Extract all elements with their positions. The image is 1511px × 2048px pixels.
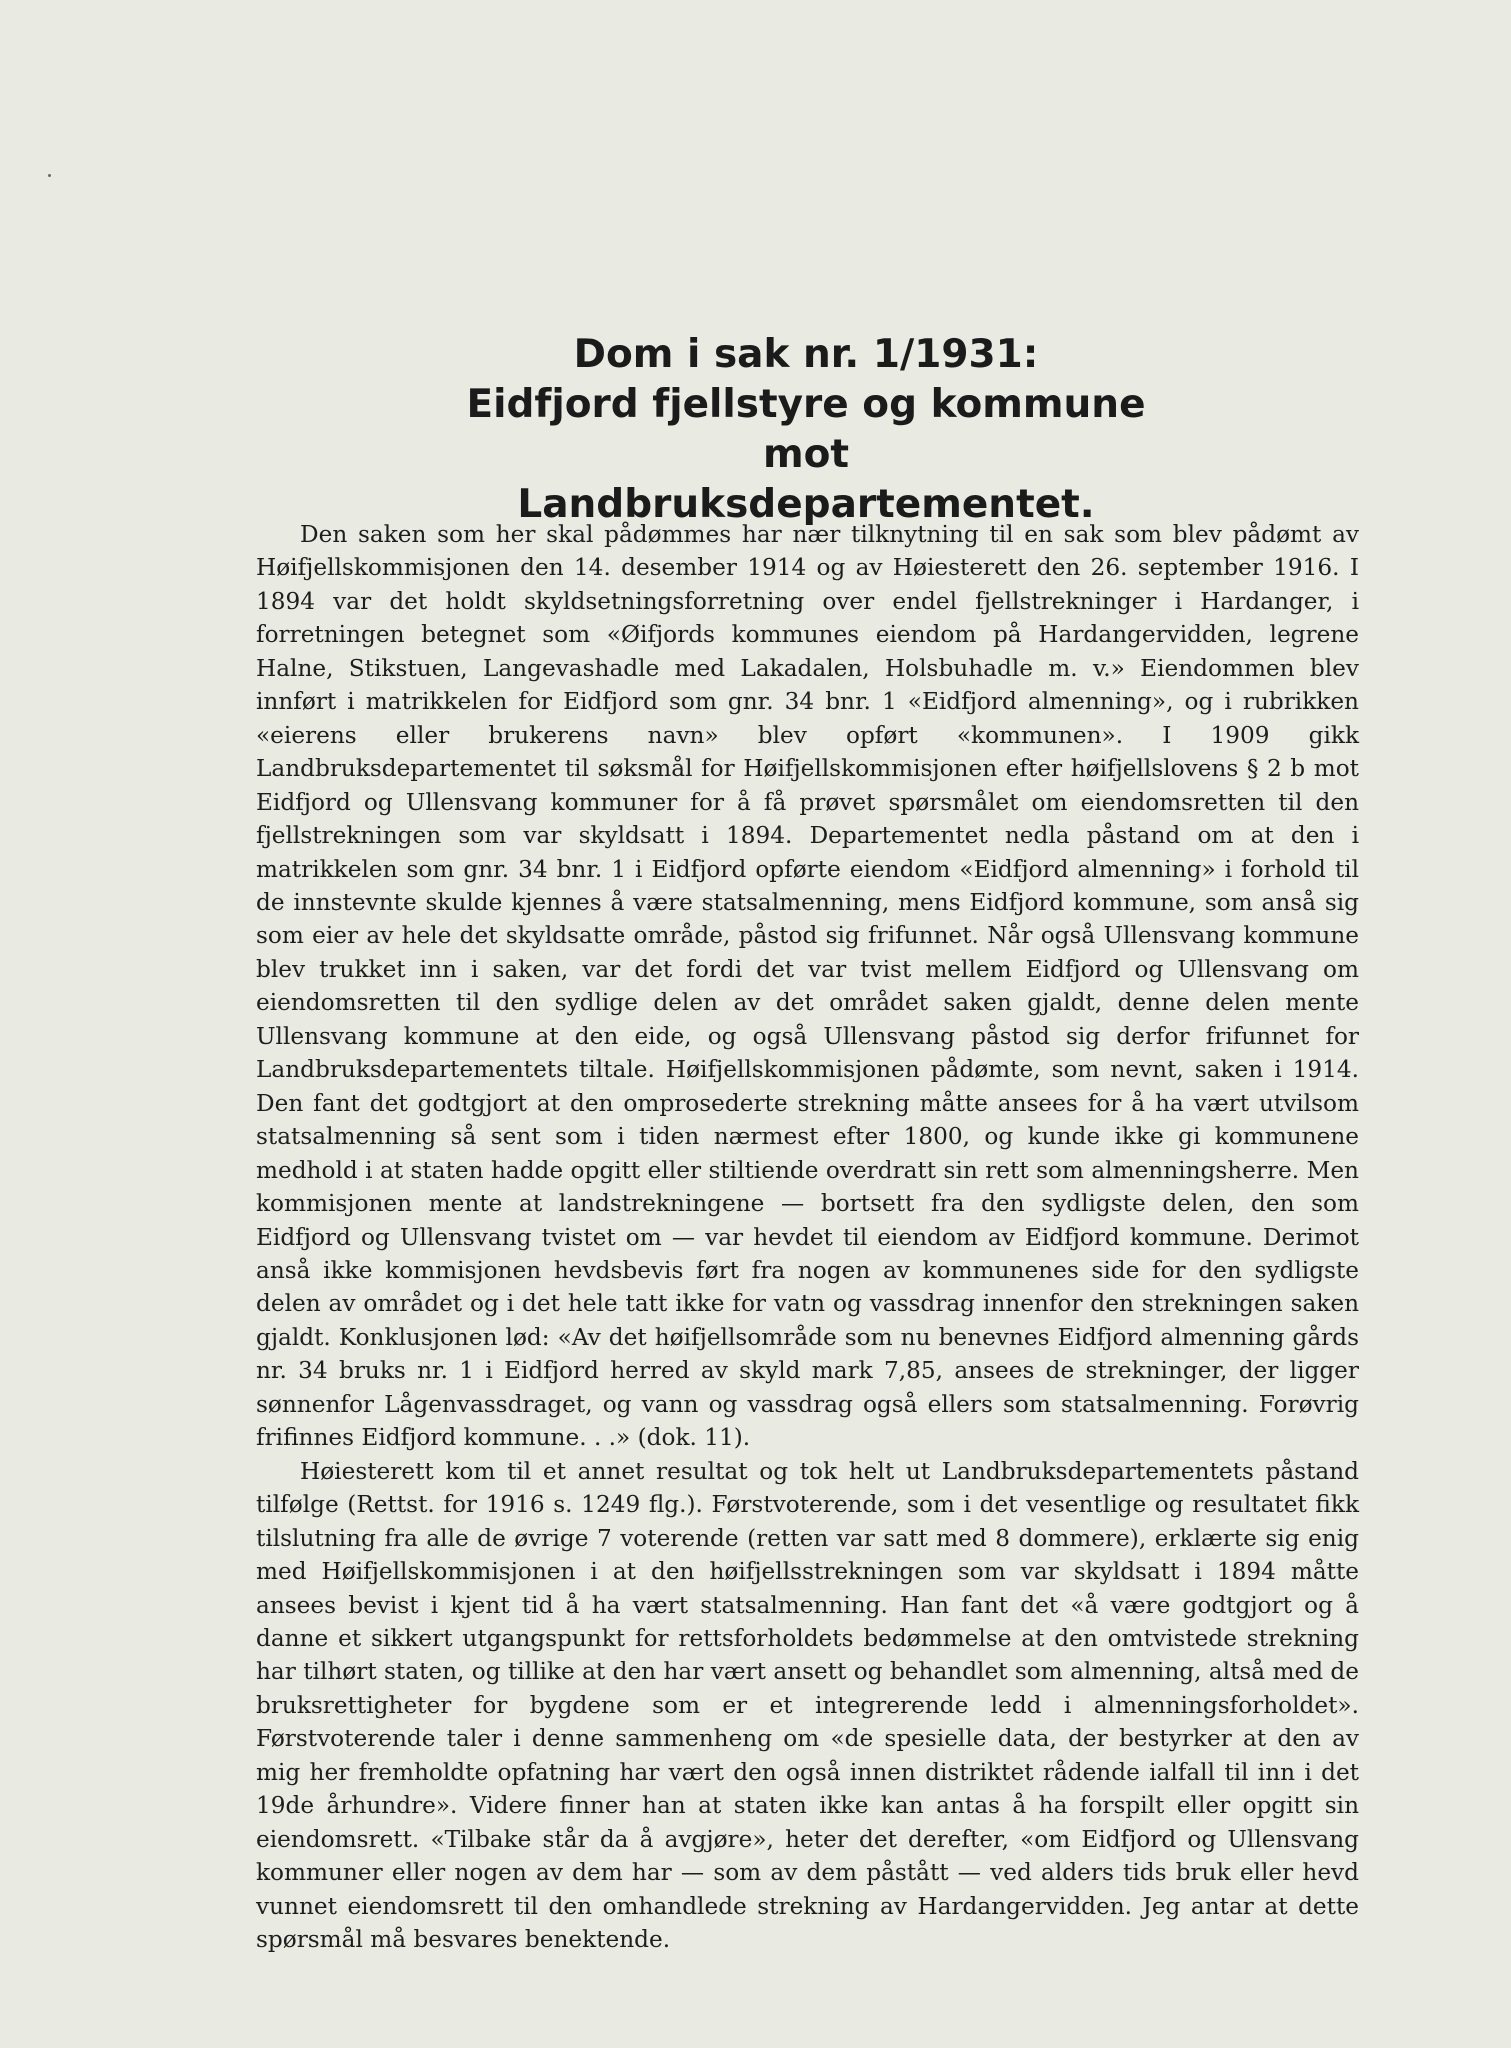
- heading-plaintiff: Eidfjord fjellstyre og kommune: [466, 382, 1146, 427]
- paragraph-1: Den saken som her skal pådømmes har nær tilknytning til en sak som blev pådømt av Høifjellskommisjonen den 14. desember 1914 og av Høiesterett den 26. september 1916. I 1894 var det holdt skyldsetningsforretning over endel fjellstrekninger i Hardanger, i forretningen betegnet som «Øifjords kommunes eiendom på Hardangervidden, legrene Halne, Stikstuen, Langevashadle med Lakadalen, Holsbuhadle m. v.» Eiendommen blev innført i matrikkelen for Eidfjord som gnr. 34 bnr. 1 «Eidfjord almenning», og i rubrikken «eierens eller brukerens navn» blev opført «kommunen». I 1909 gikk Landbruksdepartementet til søksmål for Høifjellskommisjonen efter høifjellslovens § 2 b mot Eidfjord og Ullensvang kommuner for å få prøvet spørsmålet om eiendomsretten til den fjellstrekningen som var skyldsatt i 1894. Departementet nedla påstand om at den i matrikkelen som gnr. 34 bnr. 1 i Eidfjord opførte eiendom «Eidfjord almenning» i forhold til de innstevnte skulde kjennes å være statsalmenning, mens Eidfjord kommune, som anså sig som eier av hele det skyldsatte område, påstod sig frifunnet. Når også Ullensvang kommune blev trukket inn i saken, var det fordi det var tvist mellem Eidfjord og Ullensvang om eiendomsretten til den sydlige delen av det området saken gjaldt, denne delen mente Ullensvang kommune at den eide, og også Ullensvang påstod sig derfor frifunnet for Landbruksdepartementets tiltale. Høifjellskommisjonen pådømte, som nevnt, saken i 1914. Den fant det godtgjort at den omprosederte strekning måtte ansees for å ha vært utvilsom statsalmenning så sent som i tiden nærmest efter 1800, og kunde ikke gi kommunene medhold i at staten hadde opgitt eller stiltiende overdratt sin rett som almenningsherre. Men kommisjonen mente at landstrekningene — bortsett fra den sydligste delen, den som Eidfjord og Ullensvang tvistet om — var hevdet til eiendom av Eidfjord kommune. Derimot anså ikke kommisjonen hevdsbevis ført fra nogen av kommunenes side for den sydligste delen av området og i det hele tatt ikke for vatn og vassdrag innenfor den strekningen saken gjaldt. Konklusjonen lød: «Av det høifjellsområde som nu benevnes Eidfjord almenning gårds nr. 34 bruks nr. 1 i Eidfjord herred av skyld mark 7,85, ansees de strekninger, der ligger sønnenfor Lågenvassdraget, og vann og vassdrag også ellers som statsalmenning. Forøvrig frifinnes Eidfjord kommune. . .» (dok. 11).: [256, 521, 1359, 1452]
- heading-case-number: Dom i sak nr. 1/1931:: [573, 332, 1039, 377]
- heading-defendant: Landbruksdepartementet.: [517, 482, 1095, 527]
- paragraph-2: Høiesterett kom til et annet resultat og tok helt ut Landbruksdepartementets påstand tilfølge (Rettst. for 1916 s. 1249 flg.). Førstvoterende, som i det vesentlige og resultatet fikk tilslutning fra alle de øvrige 7 voterende (retten var satt med 8 dommere), erklærte sig enig med Høifjellskommisjonen i at den høifjellsstrekningen som var skyldsatt i 1894 måtte ansees bevist i kjent tid å ha vært statsalmenning. Han fant det «å være godtgjort og å danne et sikkert utgangspunkt for rettsforholdets bedømmelse at den omtvistede strekning har tilhørt staten, og tillike at den har vært ansett og behandlet som almenning, altså med de bruksrettigheter for bygdene som er et integrerende ledd i almenningsforholdet». Førstvoterende taler i denne sammenheng om «de spesielle data, der bestyrker at den av mig her fremholdte opfatning har vært den også innen distriktet rådende ialfall til inn i det 19de århundre». Videre finner han at staten ikke kan antas å ha forspilt eller opgitt sin eiendomsrett. «Tilbake står da å avgjøre», heter det derefter, «om Eidfjord og Ullensvang kommuner eller nogen av dem har — som av dem påstått — ved alders tids bruk eller hevd vunnet eiendomsrett til den omhandlede strekning av Hardangervidden. Jeg antar at dette spørsmål må besvares benektende.: [256, 1457, 1359, 1954]
- heading-versus: mot: [762, 432, 850, 477]
- document-body: [256, 518, 1359, 1956]
- scan-speck: [48, 174, 51, 177]
- document-heading: [256, 330, 1356, 530]
